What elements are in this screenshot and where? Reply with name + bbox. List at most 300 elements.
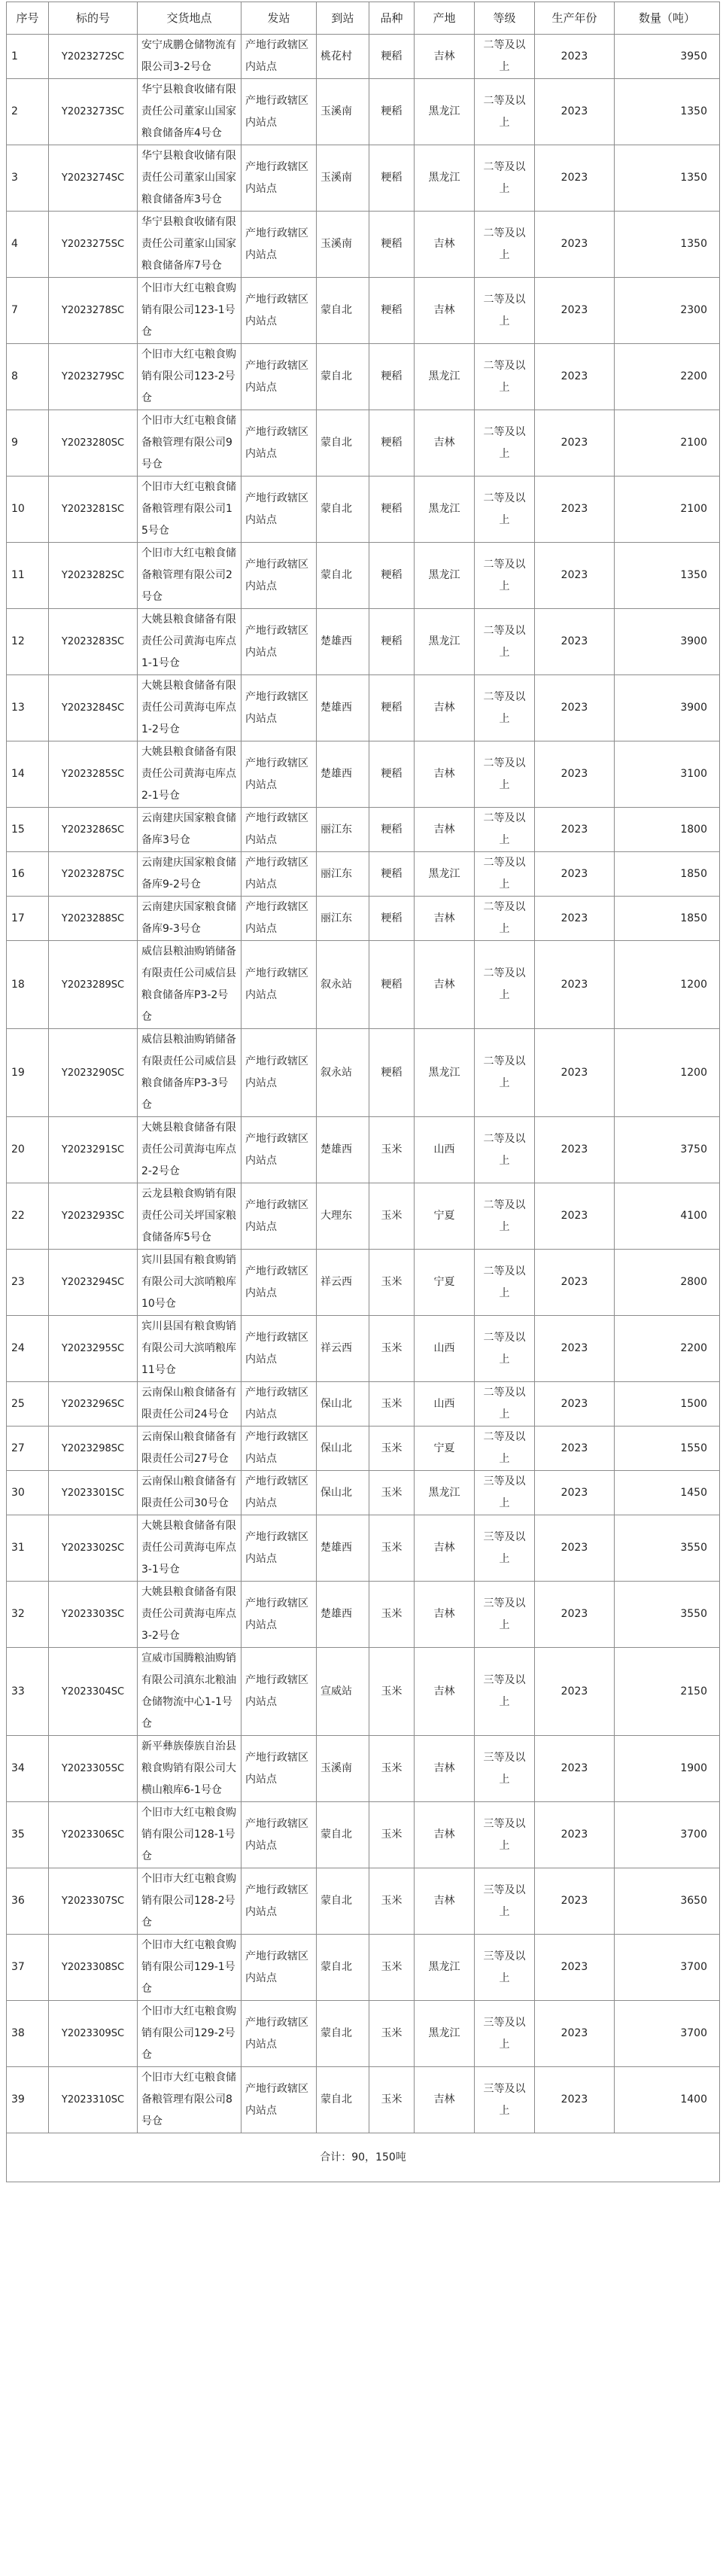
cell-seq: 7	[7, 278, 49, 344]
cell-quantity: 1200	[615, 941, 720, 1029]
cell-variety: 玉米	[369, 1471, 415, 1515]
cell-variety: 玉米	[369, 1868, 415, 1935]
cell-code: Y2023310SC	[49, 2067, 138, 2133]
cell-grade: 二等及以上	[475, 1316, 535, 1382]
cell-quantity: 2100	[615, 477, 720, 543]
cell-origin: 吉林	[415, 212, 475, 278]
cell-quantity: 3550	[615, 1582, 720, 1648]
table-row	[7, 1736, 720, 1802]
cell-grade: 二等及以上	[475, 35, 535, 79]
cell-dest-station: 楚雄西	[317, 741, 369, 808]
cell-ship-station: 产地行政辖区内站点	[241, 543, 317, 609]
cell-seq: 30	[7, 1471, 49, 1515]
cell-year: 2023	[535, 808, 615, 852]
cell-variety: 玉米	[369, 1382, 415, 1427]
cell-location: 威信县粮油购销储备有限责任公司威信县粮食储备库P3-3号仓	[138, 1029, 241, 1117]
cell-year: 2023	[535, 1183, 615, 1250]
cell-code: Y2023291SC	[49, 1117, 138, 1183]
cell-grade: 二等及以上	[475, 1250, 535, 1316]
cell-origin: 黑龙江	[415, 1471, 475, 1515]
document-page	[0, 2, 726, 2576]
cell-variety: 粳稻	[369, 808, 415, 852]
cell-ship-station: 产地行政辖区内站点	[241, 145, 317, 212]
cell-grade: 二等及以上	[475, 212, 535, 278]
cell-code: Y2023286SC	[49, 808, 138, 852]
cell-year: 2023	[535, 79, 615, 145]
cell-location: 威信县粮油购销储备有限责任公司威信县粮食储备库P3-2号仓	[138, 941, 241, 1029]
cell-variety: 玉米	[369, 1427, 415, 1471]
cell-seq: 20	[7, 1117, 49, 1183]
cell-year: 2023	[535, 1582, 615, 1648]
cell-quantity: 1350	[615, 145, 720, 212]
cell-variety: 粳稻	[369, 278, 415, 344]
table-row	[7, 1582, 720, 1648]
cell-quantity: 2800	[615, 1250, 720, 1316]
cell-ship-station: 产地行政辖区内站点	[241, 675, 317, 741]
table-row	[7, 477, 720, 543]
cell-variety: 粳稻	[369, 675, 415, 741]
cell-year: 2023	[535, 1382, 615, 1427]
cell-seq: 35	[7, 1802, 49, 1868]
cell-grade: 二等及以上	[475, 675, 535, 741]
table-row	[7, 278, 720, 344]
cell-variety: 粳稻	[369, 897, 415, 941]
cell-location: 个旧市大红屯粮食储备粮管理有限公司15号仓	[138, 477, 241, 543]
header-ship-station: 发站	[241, 2, 317, 35]
cell-code: Y2023288SC	[49, 897, 138, 941]
cell-origin: 宁夏	[415, 1250, 475, 1316]
cell-grade: 二等及以上	[475, 1183, 535, 1250]
header-variety: 品种	[369, 2, 415, 35]
cell-ship-station: 产地行政辖区内站点	[241, 1736, 317, 1802]
cell-origin: 黑龙江	[415, 852, 475, 897]
cell-dest-station: 蒙自北	[317, 2001, 369, 2067]
cell-code: Y2023280SC	[49, 410, 138, 477]
cell-origin: 吉林	[415, 35, 475, 79]
cell-year: 2023	[535, 1648, 615, 1736]
cell-seq: 31	[7, 1515, 49, 1582]
cell-origin: 吉林	[415, 278, 475, 344]
cell-year: 2023	[535, 35, 615, 79]
cell-quantity: 3650	[615, 1868, 720, 1935]
cell-ship-station: 产地行政辖区内站点	[241, 1250, 317, 1316]
table-row	[7, 35, 720, 79]
cell-variety: 粳稻	[369, 35, 415, 79]
table-row	[7, 344, 720, 410]
cell-year: 2023	[535, 741, 615, 808]
cell-year: 2023	[535, 1868, 615, 1935]
cell-grade: 三等及以上	[475, 2067, 535, 2133]
table-header	[7, 2, 720, 35]
cell-ship-station: 产地行政辖区内站点	[241, 278, 317, 344]
cell-seq: 19	[7, 1029, 49, 1117]
cell-grade: 二等及以上	[475, 852, 535, 897]
cell-grade: 三等及以上	[475, 1802, 535, 1868]
cell-quantity: 3950	[615, 35, 720, 79]
cell-dest-station: 叙永站	[317, 1029, 369, 1117]
cell-variety: 玉米	[369, 1183, 415, 1250]
cell-quantity: 2200	[615, 344, 720, 410]
cell-year: 2023	[535, 1117, 615, 1183]
cell-code: Y2023272SC	[49, 35, 138, 79]
cell-grade: 二等及以上	[475, 1117, 535, 1183]
table-row	[7, 741, 720, 808]
cell-seq: 9	[7, 410, 49, 477]
cell-quantity: 1350	[615, 212, 720, 278]
cell-ship-station: 产地行政辖区内站点	[241, 2001, 317, 2067]
cell-location: 个旧市大红屯粮食储备粮管理有限公司2号仓	[138, 543, 241, 609]
table-row	[7, 897, 720, 941]
cell-origin: 黑龙江	[415, 543, 475, 609]
cell-variety: 玉米	[369, 1582, 415, 1648]
cell-variety: 粳稻	[369, 212, 415, 278]
cell-ship-station: 产地行政辖区内站点	[241, 1029, 317, 1117]
cell-dest-station: 蒙自北	[317, 1802, 369, 1868]
cell-variety: 粳稻	[369, 477, 415, 543]
cell-dest-station: 蒙自北	[317, 2067, 369, 2133]
cell-code: Y2023308SC	[49, 1935, 138, 2001]
cell-dest-station: 玉溪南	[317, 212, 369, 278]
cell-origin: 黑龙江	[415, 2001, 475, 2067]
cell-grade: 三等及以上	[475, 1515, 535, 1582]
cell-grade: 二等及以上	[475, 1029, 535, 1117]
cell-grade: 三等及以上	[475, 1471, 535, 1515]
cell-location: 云龙县粮食购销有限责任公司关坪国家粮食储备库5号仓	[138, 1183, 241, 1250]
cell-origin: 吉林	[415, 741, 475, 808]
cell-origin: 吉林	[415, 1736, 475, 1802]
cell-quantity: 2100	[615, 410, 720, 477]
cell-variety: 玉米	[369, 2067, 415, 2133]
cell-quantity: 3700	[615, 2001, 720, 2067]
table-row	[7, 1471, 720, 1515]
table-row	[7, 410, 720, 477]
cell-location: 安宁成鹏仓储物流有限公司3-2号仓	[138, 35, 241, 79]
cell-code: Y2023304SC	[49, 1648, 138, 1736]
cell-dest-station: 楚雄西	[317, 1582, 369, 1648]
cell-grade: 二等及以上	[475, 609, 535, 675]
cell-origin: 黑龙江	[415, 344, 475, 410]
table-row	[7, 1183, 720, 1250]
cell-grade: 二等及以上	[475, 278, 535, 344]
cell-location: 大姚县粮食储备有限责任公司黄海屯库点2-1号仓	[138, 741, 241, 808]
cell-variety: 粳稻	[369, 410, 415, 477]
cell-origin: 吉林	[415, 1582, 475, 1648]
cell-location: 个旧市大红屯粮食购销有限公司129-1号仓	[138, 1935, 241, 2001]
cell-quantity: 3550	[615, 1515, 720, 1582]
cell-grade: 二等及以上	[475, 1382, 535, 1427]
cell-origin: 黑龙江	[415, 477, 475, 543]
cell-quantity: 3900	[615, 609, 720, 675]
table-row	[7, 2067, 720, 2133]
cell-variety: 玉米	[369, 2001, 415, 2067]
cell-quantity: 3100	[615, 741, 720, 808]
cell-dest-station: 蒙自北	[317, 477, 369, 543]
cell-seq: 17	[7, 897, 49, 941]
cell-seq: 39	[7, 2067, 49, 2133]
cell-seq: 12	[7, 609, 49, 675]
cell-dest-station: 蒙自北	[317, 410, 369, 477]
cell-seq: 32	[7, 1582, 49, 1648]
cell-location: 云南保山粮食储备有限责任公司24号仓	[138, 1382, 241, 1427]
cell-grade: 三等及以上	[475, 1935, 535, 2001]
cell-code: Y2023306SC	[49, 1802, 138, 1868]
cell-variety: 玉米	[369, 1515, 415, 1582]
cell-quantity: 3900	[615, 675, 720, 741]
cell-ship-station: 产地行政辖区内站点	[241, 1316, 317, 1382]
cell-dest-station: 玉溪南	[317, 145, 369, 212]
cell-seq: 3	[7, 145, 49, 212]
cell-seq: 2	[7, 79, 49, 145]
cell-seq: 13	[7, 675, 49, 741]
cell-code: Y2023282SC	[49, 543, 138, 609]
cell-quantity: 4100	[615, 1183, 720, 1250]
cell-ship-station: 产地行政辖区内站点	[241, 897, 317, 941]
cell-location: 华宁县粮食收储有限责任公司董家山国家粮食储备库4号仓	[138, 79, 241, 145]
header-year: 生产年份	[535, 2, 615, 35]
cell-code: Y2023305SC	[49, 1736, 138, 1802]
cell-quantity: 1550	[615, 1427, 720, 1471]
cell-grade: 二等及以上	[475, 344, 535, 410]
cell-ship-station: 产地行政辖区内站点	[241, 212, 317, 278]
cell-variety: 玉米	[369, 1736, 415, 1802]
cell-origin: 吉林	[415, 1515, 475, 1582]
cell-code: Y2023275SC	[49, 212, 138, 278]
cell-variety: 玉米	[369, 1316, 415, 1382]
cell-year: 2023	[535, 1935, 615, 2001]
table-row	[7, 79, 720, 145]
header-row	[7, 2, 720, 35]
cell-ship-station: 产地行政辖区内站点	[241, 852, 317, 897]
cell-location: 宾川县国有粮食购销有限公司大滨哨粮库11号仓	[138, 1316, 241, 1382]
cell-ship-station: 产地行政辖区内站点	[241, 1117, 317, 1183]
cell-location: 个旧市大红屯粮食购销有限公司129-2号仓	[138, 2001, 241, 2067]
table-row	[7, 1427, 720, 1471]
cell-year: 2023	[535, 1515, 615, 1582]
cell-location: 个旧市大红屯粮食购销有限公司128-1号仓	[138, 1802, 241, 1868]
cell-quantity: 3750	[615, 1117, 720, 1183]
cell-grade: 二等及以上	[475, 897, 535, 941]
cell-origin: 宁夏	[415, 1183, 475, 1250]
cell-dest-station: 祥云西	[317, 1316, 369, 1382]
cell-quantity: 3700	[615, 1935, 720, 2001]
cell-quantity: 1500	[615, 1382, 720, 1427]
cell-code: Y2023309SC	[49, 2001, 138, 2067]
cell-origin: 黑龙江	[415, 1935, 475, 2001]
cell-variety: 粳稻	[369, 543, 415, 609]
cell-quantity: 2300	[615, 278, 720, 344]
cell-dest-station: 大理东	[317, 1183, 369, 1250]
cell-variety: 玉米	[369, 1802, 415, 1868]
table-row	[7, 543, 720, 609]
cell-variety: 粳稻	[369, 145, 415, 212]
cell-grade: 三等及以上	[475, 1736, 535, 1802]
cell-seq: 11	[7, 543, 49, 609]
cell-quantity: 1200	[615, 1029, 720, 1117]
cell-code: Y2023283SC	[49, 609, 138, 675]
cell-year: 2023	[535, 852, 615, 897]
cell-ship-station: 产地行政辖区内站点	[241, 410, 317, 477]
cell-ship-station: 产地行政辖区内站点	[241, 609, 317, 675]
cell-seq: 38	[7, 2001, 49, 2067]
cell-origin: 宁夏	[415, 1427, 475, 1471]
cell-seq: 10	[7, 477, 49, 543]
cell-origin: 山西	[415, 1316, 475, 1382]
table-row	[7, 1802, 720, 1868]
cell-year: 2023	[535, 212, 615, 278]
cell-code: Y2023293SC	[49, 1183, 138, 1250]
cell-origin: 黑龙江	[415, 609, 475, 675]
cell-origin: 吉林	[415, 1868, 475, 1935]
cell-dest-station: 宣威站	[317, 1648, 369, 1736]
cell-dest-station: 楚雄西	[317, 675, 369, 741]
cell-origin: 吉林	[415, 1648, 475, 1736]
cell-year: 2023	[535, 2001, 615, 2067]
cell-dest-station: 楚雄西	[317, 1117, 369, 1183]
cell-origin: 吉林	[415, 808, 475, 852]
cell-location: 云南建庆国家粮食储备库3号仓	[138, 808, 241, 852]
cell-dest-station: 蒙自北	[317, 1935, 369, 2001]
cell-dest-station: 楚雄西	[317, 1515, 369, 1582]
cell-code: Y2023303SC	[49, 1582, 138, 1648]
cell-ship-station: 产地行政辖区内站点	[241, 1802, 317, 1868]
cell-code: Y2023298SC	[49, 1427, 138, 1471]
cell-location: 华宁县粮食收储有限责任公司董家山国家粮食储备库7号仓	[138, 212, 241, 278]
cell-location: 个旧市大红屯粮食储备粮管理有限公司9号仓	[138, 410, 241, 477]
total-text: 合计：90，150吨	[7, 2133, 720, 2182]
table-body	[7, 35, 720, 2133]
cell-code: Y2023274SC	[49, 145, 138, 212]
cell-dest-station: 叙永站	[317, 941, 369, 1029]
cell-year: 2023	[535, 145, 615, 212]
cell-year: 2023	[535, 609, 615, 675]
cell-location: 华宁县粮食收储有限责任公司董家山国家粮食储备库3号仓	[138, 145, 241, 212]
cell-seq: 37	[7, 1935, 49, 2001]
cell-origin: 吉林	[415, 2067, 475, 2133]
cell-year: 2023	[535, 1802, 615, 1868]
cell-origin: 黑龙江	[415, 1029, 475, 1117]
cell-location: 云南保山粮食储备有限责任公司30号仓	[138, 1471, 241, 1515]
cell-seq: 16	[7, 852, 49, 897]
cell-year: 2023	[535, 1471, 615, 1515]
table-row	[7, 1250, 720, 1316]
table-row	[7, 1868, 720, 1935]
cell-location: 大姚县粮食储备有限责任公司黄海屯库点3-1号仓	[138, 1515, 241, 1582]
cell-dest-station: 保山北	[317, 1471, 369, 1515]
cell-grade: 三等及以上	[475, 1868, 535, 1935]
cell-quantity: 1450	[615, 1471, 720, 1515]
table-row	[7, 609, 720, 675]
cell-seq: 27	[7, 1427, 49, 1471]
cell-quantity: 1350	[615, 543, 720, 609]
cell-quantity: 1800	[615, 808, 720, 852]
table-row	[7, 852, 720, 897]
table-footer	[7, 2133, 720, 2182]
cell-code: Y2023290SC	[49, 1029, 138, 1117]
cell-dest-station: 丽江东	[317, 808, 369, 852]
table-row	[7, 145, 720, 212]
cell-year: 2023	[535, 1736, 615, 1802]
cell-code: Y2023279SC	[49, 344, 138, 410]
cell-location: 个旧市大红屯粮食购销有限公司123-2号仓	[138, 344, 241, 410]
cell-origin: 吉林	[415, 675, 475, 741]
cell-quantity: 1850	[615, 897, 720, 941]
cell-dest-station: 祥云西	[317, 1250, 369, 1316]
cell-code: Y2023285SC	[49, 741, 138, 808]
cell-variety: 粳稻	[369, 79, 415, 145]
cell-location: 云南建庆国家粮食储备库9-2号仓	[138, 852, 241, 897]
cell-seq: 24	[7, 1316, 49, 1382]
cell-location: 宣威市国腾粮油购销有限公司滇东北粮油仓储物流中心1-1号仓	[138, 1648, 241, 1736]
cell-code: Y2023273SC	[49, 79, 138, 145]
cell-variety: 粳稻	[369, 852, 415, 897]
cell-dest-station: 蒙自北	[317, 543, 369, 609]
cell-dest-station: 楚雄西	[317, 609, 369, 675]
table-row	[7, 1648, 720, 1736]
cell-ship-station: 产地行政辖区内站点	[241, 1427, 317, 1471]
cell-variety: 粳稻	[369, 941, 415, 1029]
cell-code: Y2023294SC	[49, 1250, 138, 1316]
cell-variety: 玉米	[369, 1117, 415, 1183]
table-row	[7, 808, 720, 852]
cell-grade: 二等及以上	[475, 79, 535, 145]
cell-seq: 22	[7, 1183, 49, 1250]
cell-ship-station: 产地行政辖区内站点	[241, 79, 317, 145]
cell-dest-station: 蒙自北	[317, 344, 369, 410]
header-seq: 序号	[7, 2, 49, 35]
cell-ship-station: 产地行政辖区内站点	[241, 1868, 317, 1935]
cell-quantity: 2150	[615, 1648, 720, 1736]
cell-dest-station: 桃花村	[317, 35, 369, 79]
header-quantity: 数量（吨）	[615, 2, 720, 35]
table-row	[7, 1382, 720, 1427]
cell-year: 2023	[535, 1250, 615, 1316]
cell-variety: 玉米	[369, 1935, 415, 2001]
cell-variety: 粳稻	[369, 344, 415, 410]
cell-dest-station: 保山北	[317, 1382, 369, 1427]
cell-ship-station: 产地行政辖区内站点	[241, 1471, 317, 1515]
cell-dest-station: 玉溪南	[317, 79, 369, 145]
cell-ship-station: 产地行政辖区内站点	[241, 2067, 317, 2133]
cell-dest-station: 保山北	[317, 1427, 369, 1471]
cell-code: Y2023301SC	[49, 1471, 138, 1515]
cell-location: 大姚县粮食储备有限责任公司黄海屯库点2-2号仓	[138, 1117, 241, 1183]
cell-seq: 4	[7, 212, 49, 278]
cell-seq: 36	[7, 1868, 49, 1935]
cell-origin: 吉林	[415, 410, 475, 477]
cell-ship-station: 产地行政辖区内站点	[241, 1183, 317, 1250]
cell-grade: 二等及以上	[475, 543, 535, 609]
cell-code: Y2023278SC	[49, 278, 138, 344]
cell-location: 新平彝族傣族自治县粮食购销有限公司大横山粮库6-1号仓	[138, 1736, 241, 1802]
cell-ship-station: 产地行政辖区内站点	[241, 1582, 317, 1648]
cell-seq: 14	[7, 741, 49, 808]
table-row	[7, 1316, 720, 1382]
cell-year: 2023	[535, 1316, 615, 1382]
cell-location: 云南保山粮食储备有限责任公司27号仓	[138, 1427, 241, 1471]
cell-grade: 二等及以上	[475, 808, 535, 852]
cell-origin: 山西	[415, 1117, 475, 1183]
cell-ship-station: 产地行政辖区内站点	[241, 808, 317, 852]
cell-ship-station: 产地行政辖区内站点	[241, 1515, 317, 1582]
cell-variety: 玉米	[369, 1250, 415, 1316]
cell-grade: 二等及以上	[475, 941, 535, 1029]
cell-ship-station: 产地行政辖区内站点	[241, 35, 317, 79]
cell-ship-station: 产地行政辖区内站点	[241, 1648, 317, 1736]
header-code: 标的号	[49, 2, 138, 35]
cell-variety: 粳稻	[369, 609, 415, 675]
cell-origin: 山西	[415, 1382, 475, 1427]
cell-grade: 二等及以上	[475, 145, 535, 212]
